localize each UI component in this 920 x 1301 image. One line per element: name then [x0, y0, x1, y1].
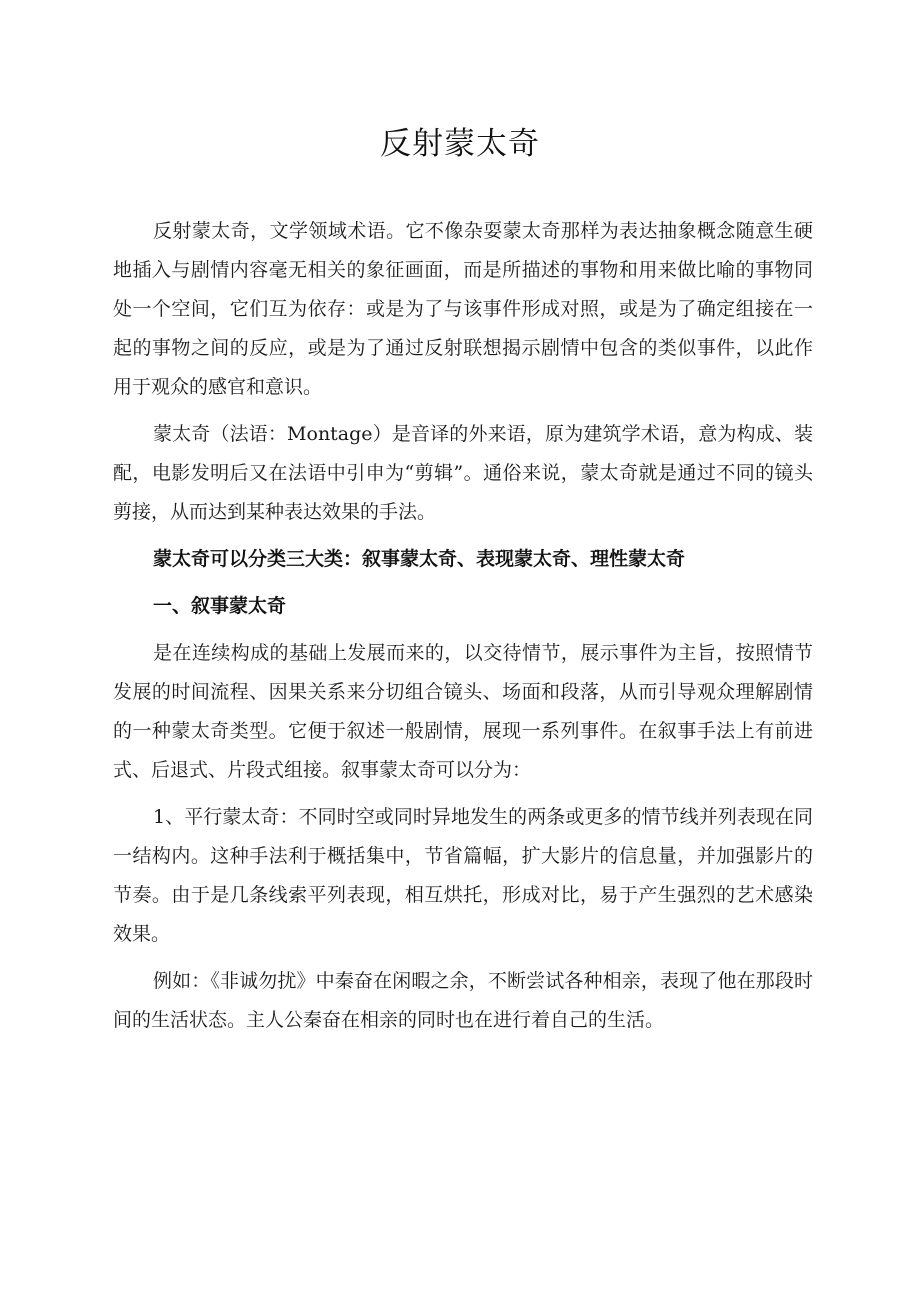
document-body: [113, 212, 813, 1048]
classification-heading: 蒙太奇可以分类三大类：叙事蒙太奇、表现蒙太奇、理性蒙太奇: [153, 548, 686, 570]
paragraph-parallel-montage: 1、平行蒙太奇：不同时空或同时异地发生的两条或更多的情节线并列表现在同一结构内。这种手法利于概括集中，节省篇幅，扩大影片的信息量，并加强影片的节奏。由于是几条线索平列表现，相互烘托，形成对比，易于产生强烈的艺术感染效果。: [113, 806, 813, 945]
paragraph-narrative-intro: 是在连续构成的基础上发展而来的，以交待情节，展示事件为主旨，按照情节发展的时间流程、因果关系来分切组合镜头、场面和段落，从而引导观众理解剧情的一种蒙太奇类型。它便于叙述一般剧情，展现一系列事件。在叙事手法上有前进式、后退式、片段式组接。叙事蒙太奇可以分为：: [113, 642, 813, 781]
section-heading-narrative: 一、叙事蒙太奇: [153, 595, 287, 617]
paragraph-definition: 反射蒙太奇，文学领域术语。它不像杂耍蒙太奇那样为表达抽象概念随意生硬地插入与剧情内容毫无相关的象征画面，而是所描述的事物和用来做比喻的事物同处一个空间，它们互为依存：或是为了与该事件形成对照，或是为了确定组接在一起的事物之间的反应，或是为了通过反射联想揭示剧情中包含的类似事件，以此作用于观众的感官和意识。: [113, 220, 813, 398]
paragraph-montage-origin: 蒙太奇（法语：Montage）是音译的外来语，原为建筑学术语，意为构成、装配，电影发明后又在法语中引申为“剪辑”。通俗来说，蒙太奇就是通过不同的镜头剪接，从而达到某种表达效果的手法。: [113, 423, 813, 523]
page-title: 反射蒙太奇: [380, 126, 540, 162]
paragraph-example: 例如：《非诚勿扰》中秦奋在闲暇之余，不断尝试各种相亲，表现了他在那段时间的生活状态。主人公秦奋在相亲的同时也在进行着自己的生活。: [113, 970, 813, 1031]
